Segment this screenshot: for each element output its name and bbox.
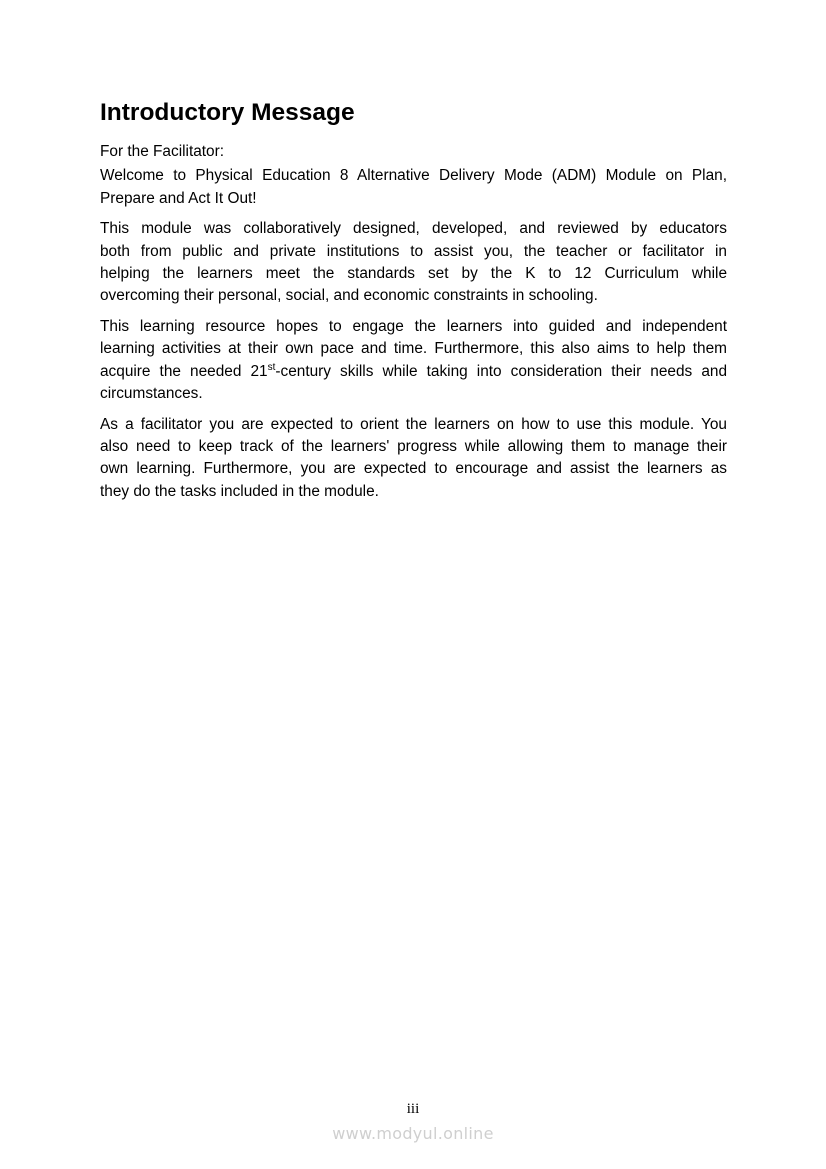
paragraph-welcome <box>100 165 727 210</box>
text-line: Prepare and Act It Out! <box>100 189 257 207</box>
page-title: Introductory Message <box>100 99 355 126</box>
text-line: circumstances. <box>100 384 203 402</box>
text-line: own learning. Furthermore, you are expected to encourage and assist the learners as <box>100 460 727 478</box>
paragraph-facilitator-role <box>100 414 727 503</box>
document-page <box>100 98 727 511</box>
paragraph-learning-resource <box>100 316 727 405</box>
text-line <box>100 361 727 383</box>
text-line: This learning resource hopes to engage the learners into guided and independent <box>100 318 727 336</box>
text-line: learning activities at their own pace and time. Furthermore, this also aims to help them <box>100 340 727 358</box>
paragraph-module-design <box>100 218 727 307</box>
text-segment: acquire the needed 21 <box>100 362 268 380</box>
text-line: both from public and private institutions to assist you, the teacher or facilitator in <box>100 242 727 260</box>
text-line: overcoming their personal, social, and economic constraints in schooling. <box>100 287 598 305</box>
salutation <box>100 141 727 163</box>
text-line: also need to keep track of the learners' progress while allowing them to manage their <box>100 438 727 456</box>
text-line: As a facilitator you are expected to orient the learners on how to use this module. You <box>100 415 727 433</box>
superscript: st <box>267 361 276 373</box>
watermark: www.modyul.online <box>332 1124 494 1143</box>
page-number: iii <box>406 1101 420 1117</box>
text-line: Welcome to Physical Education 8 Alternative Delivery Mode (ADM) Module on Plan, <box>100 167 727 185</box>
salutation-text: For the Facilitator: <box>100 143 225 160</box>
text-line: helping the learners meet the standards set by the K to 12 Curriculum while <box>100 264 727 282</box>
text-segment: -century skills while taking into consideration their needs and <box>275 362 727 380</box>
text-line: This module was collaboratively designed, developed, and reviewed by educators <box>100 220 727 238</box>
text-line: they do the tasks included in the module. <box>100 482 379 500</box>
